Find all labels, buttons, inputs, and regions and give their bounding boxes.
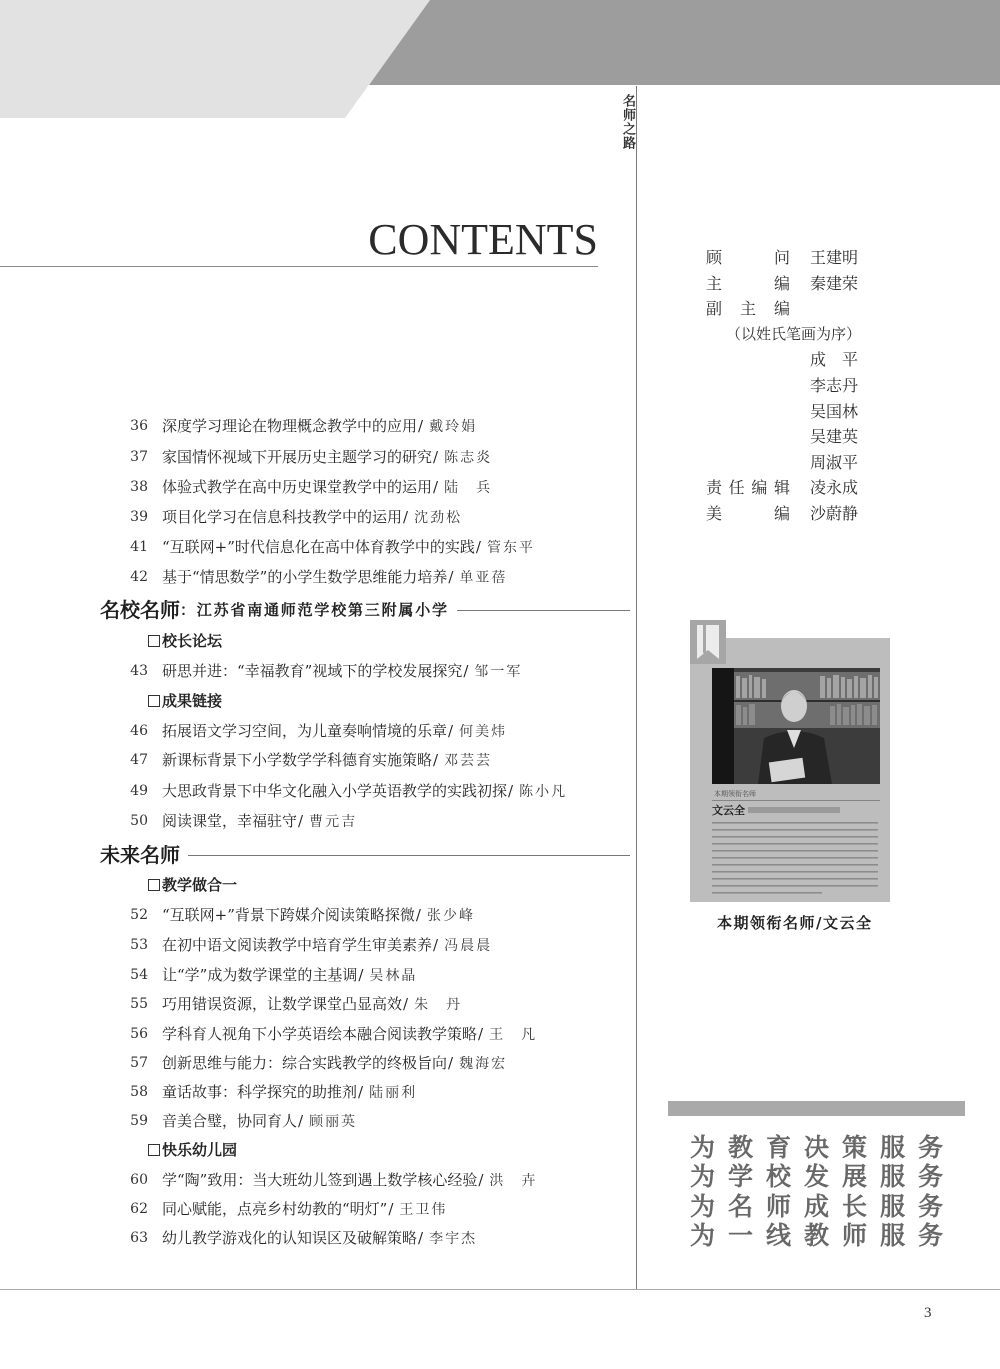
masthead-row-chief-editor	[706, 271, 886, 297]
slogan-line: 为一线教师服务	[690, 1221, 957, 1250]
masthead-row-note	[706, 322, 886, 348]
toc-entry	[0, 1019, 636, 1049]
toc-author: 张少峰	[426, 908, 475, 924]
toc-column-header	[0, 626, 636, 656]
toc-separator: /	[433, 448, 439, 466]
toc-page-number: 63	[130, 1230, 148, 1246]
toc-page-number: 38	[130, 479, 148, 495]
toc-article-title: 拓展语文学习空间，为儿童奏响情境的乐章	[162, 722, 448, 740]
toc-entry-text	[162, 442, 492, 473]
toc-author: 曹元吉	[309, 814, 358, 830]
toc-separator: /	[448, 722, 454, 740]
toc-separator: /	[448, 1054, 454, 1072]
toc-separator: /	[433, 478, 439, 496]
toc-entry	[0, 1077, 636, 1107]
toc-entry-text	[162, 1165, 537, 1196]
toc-page-number: 62	[130, 1201, 148, 1217]
toc-author: 陈志炎	[444, 450, 493, 466]
toc-separator: /	[418, 417, 424, 435]
section-rule	[188, 855, 630, 856]
toc-page-number: 47	[130, 752, 148, 768]
toc-entry-text	[162, 1223, 477, 1254]
person-name: 周淑平	[810, 452, 859, 472]
masthead	[706, 245, 886, 527]
toc-separator: /	[298, 812, 304, 830]
toc-separator: /	[388, 1200, 394, 1218]
toc-page-number: 57	[130, 1055, 148, 1071]
toc-article-title: 深度学习理论在物理概念教学中的应用	[162, 417, 418, 435]
toc-separator: /	[403, 995, 409, 1013]
toc-author: 陆 兵	[444, 480, 493, 496]
toc-page-number: 43	[130, 663, 148, 679]
ordering-note: （以姓氏笔画为序）	[726, 324, 862, 343]
toc-separator: /	[463, 662, 469, 680]
toc-section-header	[100, 840, 630, 870]
portrait-photo	[712, 668, 880, 784]
masthead-row-managing-editor	[706, 475, 886, 501]
role-label-char: 美	[706, 504, 723, 523]
toc-page-number: 53	[130, 937, 148, 953]
role-label-char: 辑	[773, 478, 790, 498]
toc-page-number: 59	[130, 1113, 148, 1129]
column-title: 教学做合一	[162, 876, 238, 894]
toc-author: 洪 卉	[489, 1173, 538, 1189]
role-label-char: 主	[739, 299, 756, 319]
masthead-row-deputy-editors	[706, 296, 886, 322]
column-tag: 名师之路	[620, 94, 635, 150]
toc-article-title: 阅读课堂，幸福驻守	[162, 812, 298, 830]
role-label	[706, 245, 790, 271]
toc-entry	[0, 411, 636, 441]
bookmark-corner-icon	[690, 620, 726, 664]
toc-entry-text	[162, 806, 357, 837]
person-name: 吴建英	[810, 427, 859, 447]
toc-article-title: 大思政背景下中华文化融入小学英语教学的实践初探	[162, 782, 508, 800]
person-name: 王建明	[810, 248, 859, 267]
toc-author: 陈小凡	[519, 784, 568, 800]
toc-author: 李宇杰	[429, 1231, 478, 1247]
bottom-divider	[0, 1289, 1000, 1290]
column-title: 快乐幼儿园	[162, 1141, 238, 1159]
toc-entry-text	[162, 1077, 417, 1108]
toc-entry	[0, 442, 636, 472]
square-box-icon	[148, 695, 160, 707]
toc-entry	[0, 1223, 636, 1253]
toc-entry-text	[162, 989, 462, 1020]
toc-article-title: 在初中语文阅读教学中培育学生审美素养	[162, 936, 433, 954]
role-label-char: 编	[773, 273, 790, 293]
photo-teacher-name: 文云全	[712, 804, 745, 817]
person-name: 吴国林	[810, 401, 859, 421]
person-name: 秦建荣	[810, 273, 859, 293]
toc-page-number: 56	[130, 1026, 148, 1042]
toc-column-header	[0, 870, 636, 900]
toc-page-number: 50	[130, 813, 148, 829]
role-label-char: 顾	[706, 248, 723, 267]
toc-entry-text	[162, 502, 462, 533]
toc-entry-text	[162, 1194, 447, 1225]
toc-article-title: 体验式教学在高中历史课堂教学中的运用	[162, 478, 433, 496]
person-name: 凌永成	[810, 478, 859, 498]
toc-article-title: 项目化学习在信息科技教学中的运用	[162, 508, 403, 526]
role-label-char: 任	[728, 478, 745, 498]
toc-entry	[0, 716, 636, 746]
toc-article-title: 童话故事：科学探究的助推剂	[162, 1083, 358, 1101]
toc-entry-text	[162, 716, 507, 747]
toc-separator: /	[415, 906, 421, 924]
masthead-row-art-editor	[706, 501, 886, 527]
role-label	[706, 271, 790, 297]
toc-page-number: 41	[130, 539, 148, 555]
toc-entry-text	[162, 562, 507, 593]
toc-entry-text	[162, 900, 475, 931]
role-label	[706, 296, 790, 322]
toc-article-title: “互联网+”时代信息化在高中体育教学中的实践	[162, 538, 475, 556]
square-box-icon	[148, 1144, 160, 1156]
teacher-title-block	[748, 807, 840, 813]
toc-article-title: 音美合璧，协同育人	[162, 1112, 298, 1130]
person-name: 沙蔚静	[810, 504, 859, 523]
toc-article-title: 让“学”成为数学课堂的主基调	[162, 966, 358, 984]
column-title: 校长论坛	[162, 632, 223, 650]
toc-entry-text	[162, 532, 535, 563]
toc-page-number: 60	[130, 1172, 148, 1188]
toc-entry-text	[162, 1106, 357, 1137]
slogan-line: 为名师成长服务	[690, 1191, 957, 1221]
toc-author: 单亚蓓	[459, 570, 508, 586]
toc-author: 吴林晶	[369, 968, 418, 984]
toc-entry	[0, 502, 636, 532]
role-label-char: 问	[773, 248, 790, 267]
person-name: 成 平	[810, 350, 859, 370]
toc-author: 魏海宏	[459, 1056, 508, 1072]
masthead-row-deputy	[706, 373, 886, 399]
masthead-row-advisor	[706, 245, 886, 271]
toc-entry-text	[162, 656, 522, 687]
square-box-icon	[148, 879, 160, 891]
accent-bar	[668, 1101, 965, 1116]
toc-separator: /	[298, 1112, 304, 1130]
section-subtitle: ：江苏省南通师范学校第三附属小学	[180, 601, 449, 619]
toc-author: 邓芸芸	[444, 753, 493, 769]
toc-column-header	[0, 686, 636, 716]
toc-page-number: 42	[130, 569, 148, 585]
toc-article-title: 创新思维与能力：综合实践教学的终极旨向	[162, 1054, 448, 1072]
toc-separator: /	[433, 751, 439, 769]
toc-article-title: “互联网+”背景下跨媒介阅读策略探微	[162, 906, 415, 924]
masthead-row-deputy	[706, 347, 886, 373]
toc-entry-text	[162, 930, 492, 961]
slogan-line: 为学校发展服务	[690, 1162, 957, 1192]
photo-label: 本期领衔名师	[714, 790, 756, 798]
masthead-row-deputy	[706, 450, 886, 476]
role-label	[706, 475, 790, 501]
toc-page-number: 46	[130, 723, 148, 739]
toc-separator: /	[358, 1083, 364, 1101]
toc-page-number: 37	[130, 449, 148, 465]
toc-separator: /	[403, 508, 409, 526]
toc-separator: /	[475, 538, 481, 556]
role-label-char: 编	[773, 504, 790, 523]
toc-article-title: 巧用错误资源，让数学课堂凸显高效	[162, 995, 403, 1013]
toc-entry	[0, 776, 636, 806]
toc-entry	[0, 960, 636, 990]
slogan-line: 为教育决策服务	[690, 1133, 957, 1162]
toc-page-number: 52	[130, 907, 148, 923]
section-rule	[457, 610, 630, 611]
person-name: 李志丹	[810, 376, 859, 395]
toc-separator: /	[433, 936, 439, 954]
toc-entry	[0, 1165, 636, 1195]
toc-entry	[0, 656, 636, 686]
toc-entry	[0, 1106, 636, 1136]
toc-article-title: 家国情怀视域下开展历史主题学习的研究	[162, 448, 433, 466]
toc-section-header	[100, 595, 630, 625]
role-label-char: 主	[706, 273, 723, 293]
toc-article-title: 新课标背景下小学数学学科德育实施策略	[162, 751, 433, 769]
toc-separator: /	[508, 782, 514, 800]
toc-article-title: 同心赋能，点亮乡村幼教的“明灯”	[162, 1200, 388, 1218]
photo-caption: 本期领衔名师/文云全	[717, 914, 873, 932]
toc-author: 戴玲娟	[429, 419, 478, 435]
toc-author: 陆丽利	[369, 1085, 418, 1101]
toc-entry-text	[162, 472, 492, 503]
toc-author: 顾丽英	[309, 1114, 358, 1130]
toc-entry-text	[162, 1048, 507, 1079]
slogan-block	[690, 1133, 990, 1253]
toc-entry-text	[162, 1019, 537, 1050]
toc-author: 邹一军	[474, 664, 523, 680]
masthead-row-deputy	[706, 399, 886, 425]
vertical-divider	[636, 86, 637, 1289]
toc-entry	[0, 1048, 636, 1078]
toc-entry	[0, 472, 636, 502]
toc-entry	[0, 900, 636, 930]
toc-entry	[0, 562, 636, 592]
toc-author: 何美炜	[459, 724, 508, 740]
toc-page-number: 58	[130, 1084, 148, 1100]
photo-divider	[712, 800, 880, 801]
role-label	[706, 501, 790, 527]
section-title: 名校名师	[100, 598, 180, 622]
page-number: 3	[924, 1305, 932, 1321]
toc-separator: /	[418, 1229, 424, 1247]
toc-page-number: 55	[130, 996, 148, 1012]
toc-separator: /	[448, 568, 454, 586]
toc-entry	[0, 930, 636, 960]
photo-panel	[690, 620, 890, 902]
toc-separator: /	[478, 1025, 484, 1043]
toc-entry-text	[162, 960, 417, 991]
section-title: 未来名师	[100, 843, 180, 867]
toc-entry	[0, 532, 636, 562]
toc-article-title: 学“陶”致用：当大班幼儿签到遇上数学核心经验	[162, 1171, 478, 1189]
toc-entry	[0, 989, 636, 1019]
toc-author: 王卫伟	[399, 1202, 448, 1218]
toc-author: 沈劲松	[414, 510, 463, 526]
toc-page-number: 54	[130, 967, 148, 983]
toc-page-number: 49	[130, 783, 148, 799]
column-title: 成果链接	[162, 692, 223, 710]
masthead-row-deputy	[706, 424, 886, 450]
square-box-icon	[148, 635, 160, 647]
toc-article-title: 基于“情思数学”的小学生数学思维能力培养	[162, 568, 448, 586]
toc-separator: /	[478, 1171, 484, 1189]
toc-column-header	[0, 1135, 636, 1165]
toc-author: 冯晨晨	[444, 938, 493, 954]
role-label-char: 编	[773, 299, 790, 319]
featured-teacher-photo	[690, 620, 890, 902]
toc-author: 管东平	[486, 540, 535, 556]
toc-page-number: 39	[130, 509, 148, 525]
role-label-char: 责	[706, 478, 723, 498]
toc-entry	[0, 745, 636, 775]
toc-entry-text	[162, 745, 492, 776]
toc-entry	[0, 1194, 636, 1224]
toc-separator: /	[358, 966, 364, 984]
toc-author: 朱 丹	[414, 997, 463, 1013]
toc-page-number: 36	[130, 418, 148, 434]
toc-author: 王 凡	[489, 1027, 538, 1043]
toc-entry	[0, 806, 636, 836]
page-title: CONTENTS	[368, 215, 598, 264]
toc-entry-text	[162, 776, 567, 807]
toc-article-title: 学科育人视角下小学英语绘本融合阅读教学策略	[162, 1025, 478, 1043]
toc-article-title: 幼儿教学游戏化的认知误区及破解策略	[162, 1229, 418, 1247]
toc-entry-text	[162, 411, 477, 442]
role-label-char: 编	[751, 478, 768, 498]
role-label-char: 副	[706, 299, 723, 319]
toc-article-title: 研思并进：“幸福教育”视域下的学校发展探究	[162, 662, 463, 680]
